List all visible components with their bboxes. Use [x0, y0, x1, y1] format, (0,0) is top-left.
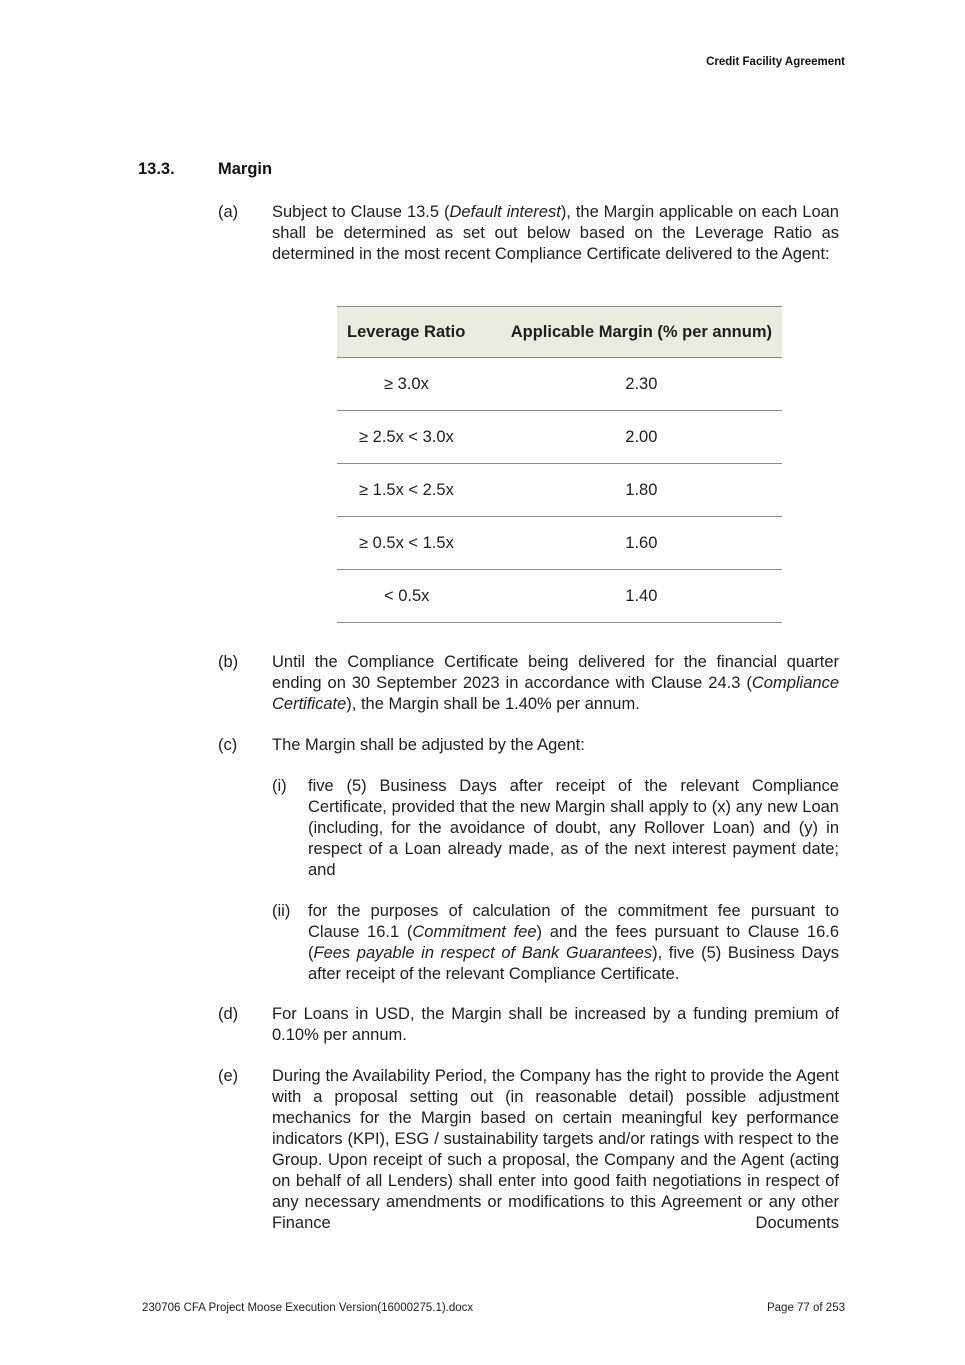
clause-reference: Compliance Certificate — [272, 674, 839, 713]
text-run: ) and the fees pursuant to Clause 16.6 ( — [308, 923, 840, 962]
paragraph-label: (a) — [218, 203, 239, 221]
table-header-row — [337, 307, 782, 358]
leverage-ratio-cell: ≥ 0.5x < 1.5x — [337, 517, 501, 570]
subparagraph-c-ii — [272, 901, 839, 985]
margin-grid-table — [337, 306, 782, 623]
paragraph-text — [272, 202, 839, 265]
subparagraph-c-i — [272, 776, 839, 881]
paragraph-b — [218, 652, 839, 715]
subparagraph-text — [308, 901, 839, 985]
column-header-applicable-margin: Applicable Margin (% per annum) — [501, 307, 782, 358]
text-run: Subject to Clause 13.5 ( — [272, 203, 450, 221]
margin-cell: 2.30 — [501, 358, 782, 411]
paragraph-a — [218, 202, 839, 265]
paragraph-c — [218, 735, 839, 756]
text-run: ), five (5) Business Days after receipt of the relevant Compliance Certificate. — [308, 944, 839, 983]
table-row — [337, 517, 782, 570]
paragraph-label: (b) — [218, 653, 239, 671]
subparagraph-label: (ii) — [272, 902, 291, 920]
column-header-leverage-ratio: Leverage Ratio — [337, 307, 501, 358]
paragraph-e — [218, 1066, 839, 1234]
paragraph-d — [218, 1004, 839, 1046]
paragraph-label: (d) — [218, 1005, 239, 1023]
paragraph-text: For Loans in USD, the Margin shall be increased by a funding premium of 0.10% per annum. — [272, 1005, 839, 1044]
leverage-ratio-cell: ≥ 3.0x — [337, 358, 501, 411]
paragraph-text: During the Availability Period, the Company has the right to provide the Agent with a proposal setting out (in reasonable detail) possible adjustment mechanics for the Margin based on certain meaningful key performance indicators (KPI), ESG / sustainability targets and/or ratings with respect to the Group. Upon receipt of such a proposal, the Company and the Agent (acting on behalf of all Lenders) shall enter into good faith negotiations in respect of any necessary amendments or modifications to this Agreement or any other Finance Documents — [272, 1067, 839, 1232]
subparagraph-label: (i) — [272, 777, 287, 795]
text-run: ), the Margin shall be 1.40% per annum. — [346, 695, 640, 713]
clause-reference: Default interest — [449, 203, 561, 221]
paragraph-label: (e) — [218, 1067, 239, 1085]
clause-reference: Commitment fee — [412, 923, 537, 941]
margin-cell: 2.00 — [501, 411, 782, 464]
table-row — [337, 411, 782, 464]
table-row — [337, 358, 782, 411]
text-run: ), the Margin applicable on each Loan shall be determined as set out below based on the Leverage Ratio as determined in the most recent Compliance Certificate delivered to the Agent: — [272, 203, 839, 263]
subparagraph-text: five (5) Business Days after receipt of the relevant Compliance Certificate, provided that the new Margin shall apply to (x) any new Loan (including, for the avoidance of doubt, any Rollover Loan) and (y) in respect of a Loan already made, as of the next interest payment date; and — [308, 777, 839, 879]
margin-cell: 1.80 — [501, 464, 782, 517]
table-row — [337, 570, 782, 623]
paragraph-text: The Margin shall be adjusted by the Agent: — [272, 736, 585, 754]
running-header-title: Credit Facility Agreement — [706, 56, 845, 68]
table-row — [337, 464, 782, 517]
leverage-ratio-cell: ≥ 1.5x < 2.5x — [337, 464, 501, 517]
footer-page-number: Page 77 of 253 — [766, 1302, 845, 1314]
clause-number: 13.3. — [138, 160, 175, 178]
clause-reference: Fees payable in respect of Bank Guarantees — [313, 944, 653, 962]
clause-title: Margin — [218, 160, 273, 178]
paragraph-text — [272, 652, 839, 715]
text-run: Until the Compliance Certificate being delivered for the financial quarter ending on 30 September 2023 in accordance with Clause 24.3 ( — [272, 653, 839, 692]
leverage-ratio-cell: ≥ 2.5x < 3.0x — [337, 411, 501, 464]
clause-heading — [138, 160, 272, 179]
leverage-ratio-cell: < 0.5x — [337, 570, 501, 623]
text-run: for the purposes of calculation of the commitment fee pursuant to Clause 16.1 ( — [308, 902, 839, 941]
margin-cell: 1.40 — [501, 570, 782, 623]
footer-document-name: 230706 CFA Project Moose Execution Version(16000275.1).docx — [142, 1302, 474, 1314]
margin-cell: 1.60 — [501, 517, 782, 570]
paragraph-label: (c) — [218, 736, 238, 754]
